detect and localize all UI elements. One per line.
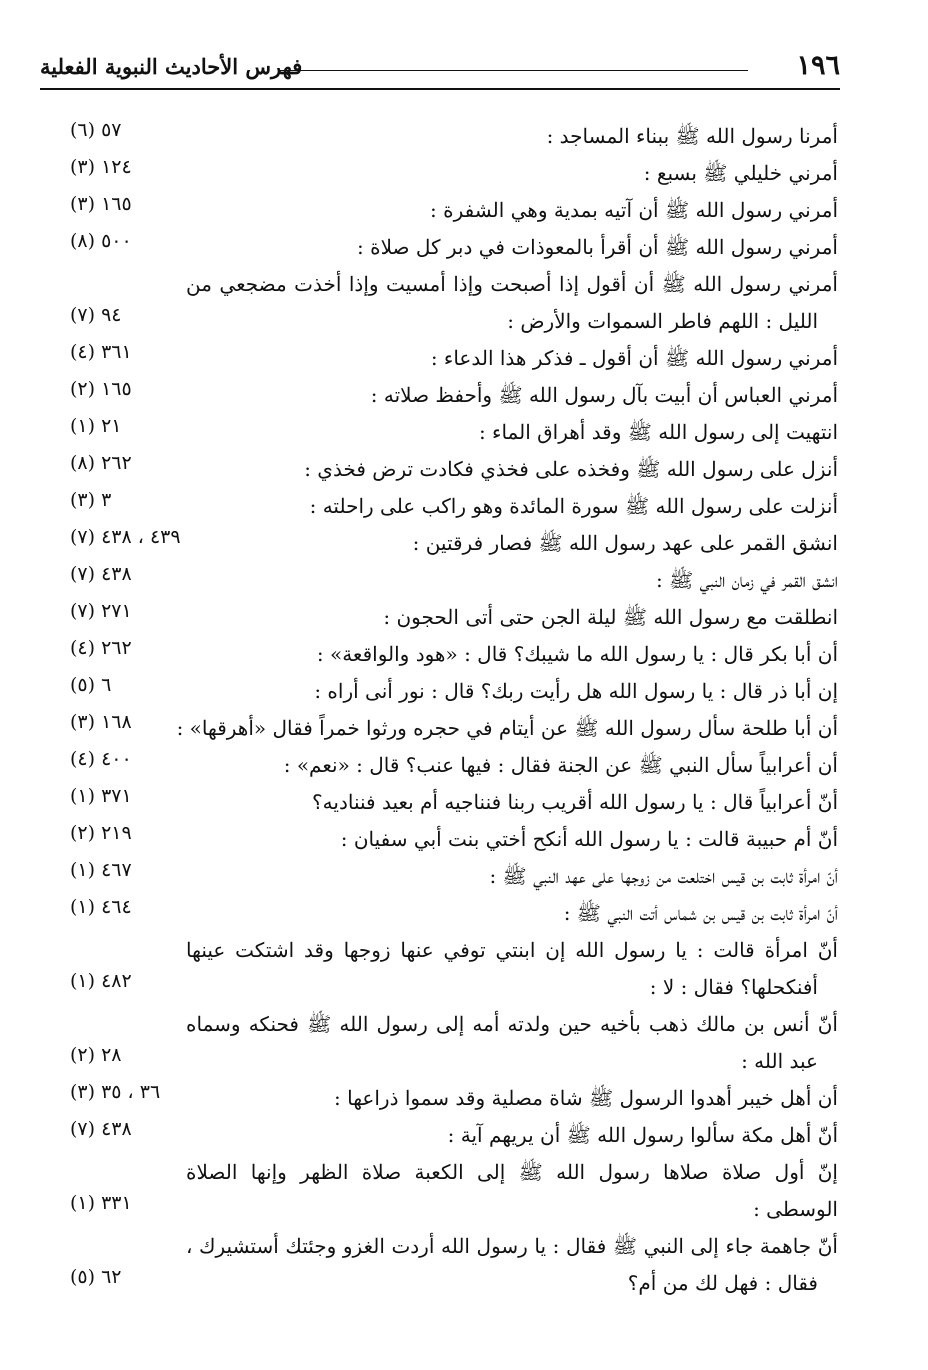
page-header <box>40 44 840 96</box>
entry-text: انشق القمر على عهد رسول الله ﷺ فصار فرقتين : <box>412 531 838 555</box>
entry-text: أنّ امرأة قالت : يا رسول الله إن ابنتي توفي عنها زوجها وقد اشتكت عينها <box>186 938 838 962</box>
entry-reference: ٣٧١ (١) <box>70 785 132 807</box>
entry-text-continuation: عبد الله : <box>741 1049 818 1073</box>
entry-reference: ٢١٩ (٢) <box>70 822 132 844</box>
entry-text: أن أهل خيبر أهدوا الرسول ﷺ شاة مصلية وقد سموا ذراعها : <box>334 1086 838 1110</box>
header-rule <box>40 88 840 90</box>
entry-text: أمرني رسول الله ﷺ أن أقرأ بالمعوذات في دبر كل صلاة : <box>357 235 838 259</box>
entry-reference: ٤٠٠ (٤) <box>70 748 132 770</box>
hadith-index-list <box>0 118 928 1302</box>
entry-text: أمرني رسول الله ﷺ أن أقول إذا أصبحت وإذا أمسيت وإذا أخذت مضجعي من <box>186 272 838 296</box>
entry-text: أنّ أعرابياً قال : يا رسول الله أقريب ربنا فنناجيه أم بعيد فنناديه؟ <box>312 790 838 814</box>
entry-reference: ٤٦٤ (١) <box>70 896 132 918</box>
entry-reference: ٤٨٢ (١) <box>70 970 132 992</box>
entry-text: انطلقت مع رسول الله ﷺ ليلة الجن حتى أتى الحجون : <box>383 605 838 629</box>
entry-reference: ١٢٤ (٣) <box>70 156 132 178</box>
entry-reference: ٥٧ (٦) <box>70 119 122 141</box>
entry-reference: ٢٨ (٢) <box>70 1044 122 1066</box>
entry-text: انتهيت إلى رسول الله ﷺ وقد أهراق الماء : <box>478 420 838 444</box>
entry-text: انشق القمر في زمان النبي ﷺ : <box>655 568 838 592</box>
entry-text: أنّ أهل مكة سألوا رسول الله ﷺ أن يريهم آية : <box>447 1123 838 1147</box>
entry-reference: ٦٢ (٥) <box>70 1266 122 1288</box>
list-item <box>0 895 928 932</box>
list-item <box>0 1006 928 1080</box>
entry-text: أمرنا رسول الله ﷺ ببناء المساجد : <box>546 124 838 148</box>
header-dash-line <box>280 70 748 71</box>
entry-reference: ٥٠٠ (٨) <box>70 230 132 252</box>
list-item <box>0 932 928 1006</box>
entry-text: أن أعرابياً سأل النبي ﷺ عن الجنة فقال : فيها عنب؟ قال : «نعم» : <box>283 753 838 777</box>
entry-reference: ٢٧١ (٧) <box>70 600 132 622</box>
entry-text: أنّ أنس بن مالك ذهب بأخيه حين ولدته أمه إلى رسول الله ﷺ فحنكه وسماه <box>186 1012 838 1036</box>
entry-reference: ٩٤ (٧) <box>70 304 122 326</box>
list-item <box>0 266 928 340</box>
entry-text: أنّ أم حبيبة قالت : يا رسول الله أنكح أختي بنت أبي سفيان : <box>340 827 838 851</box>
entry-text: أنّ امرأة ثابت بن قيس بن شماس أتت النبي ﷺ : <box>563 901 838 925</box>
list-item <box>0 1154 928 1228</box>
entry-reference: ٢٦٢ (٨) <box>70 452 132 474</box>
entry-reference: ٤٣٩ ، ٤٣٨ (٧) <box>70 526 181 548</box>
entry-text: أمرني رسول الله ﷺ أن آتيه بمدية وهي الشفرة : <box>430 198 838 222</box>
entry-text-continuation: فقال : فهل لك من أم؟ <box>627 1271 818 1295</box>
entry-reference: ١٦٨ (٣) <box>70 711 132 733</box>
entry-reference: ١٦٥ (٣) <box>70 193 132 215</box>
entry-text-continuation: الليل : اللهم فاطر السموات والأرض : <box>507 309 818 333</box>
entry-reference: ٣٦١ (٤) <box>70 341 132 363</box>
entry-text: أنزل على رسول الله ﷺ وفخذه على فخذي فكادت ترض فخذي : <box>304 457 838 481</box>
entry-reference: ٣٦ ، ٣٥ (٣) <box>70 1081 161 1103</box>
list-item <box>0 229 928 266</box>
entry-text: إنّ أول صلاة صلاها رسول الله ﷺ إلى الكعبة صلاة الظهر وإنها الصلاة <box>186 1160 838 1184</box>
list-item <box>0 1228 928 1302</box>
entry-text: أمرني خليلي ﷺ بسبع : <box>643 161 838 185</box>
entry-text: أن أبا طلحة سأل رسول الله ﷺ عن أيتام في حجره ورثوا خمراً فقال «أهرقها» : <box>176 716 838 740</box>
entry-reference: ٤٣٨ (٧) <box>70 1118 132 1140</box>
entry-reference: ١٦٥ (٢) <box>70 378 132 400</box>
entry-text: أنزلت على رسول الله ﷺ سورة المائدة وهو راكب على راحلته : <box>309 494 838 518</box>
running-title: فهرس الأحاديث النبوية الفعلية <box>40 54 303 79</box>
entry-reference: ٤٦٧ (١) <box>70 859 132 881</box>
entry-text-continuation: الوسطى : <box>753 1197 838 1221</box>
entry-reference: ٣٣١ (١) <box>70 1192 132 1214</box>
list-item <box>0 1117 928 1154</box>
entry-text: أنّ جاهمة جاء إلى النبي ﷺ فقال : يا رسول الله أردت الغزو وجئتك أستشيرك ، <box>186 1234 838 1258</box>
entry-text: أن أبا بكر قال : يا رسول الله ما شيبك؟ قال : «هود والواقعة» : <box>316 642 838 666</box>
entry-text: أنّ امرأة ثابت بن قيس اختلعت من زوجها على عهد النبي ﷺ : <box>489 864 838 888</box>
entry-reference: ٣ (٣) <box>70 489 112 511</box>
entry-text: إن أبا ذر قال : يا رسول الله هل رأيت ربك؟ قال : نور أنى أراه : <box>314 679 838 703</box>
entry-reference: ٤٣٨ (٧) <box>70 563 132 585</box>
entry-reference: ٦ (٥) <box>70 674 112 696</box>
entry-text: أمرني رسول الله ﷺ أن أقول ـ فذكر هذا الدعاء : <box>430 346 838 370</box>
entry-reference: ٢٦٢ (٤) <box>70 637 132 659</box>
entry-reference: ٢١ (١) <box>70 415 122 437</box>
page-number: ١٩٦ <box>796 50 840 81</box>
entry-text: أمرني العباس أن أبيت بآل رسول الله ﷺ وأحفظ صلاته : <box>370 383 838 407</box>
entry-text-continuation: أفنكحلها؟ فقال : لا : <box>649 975 818 999</box>
